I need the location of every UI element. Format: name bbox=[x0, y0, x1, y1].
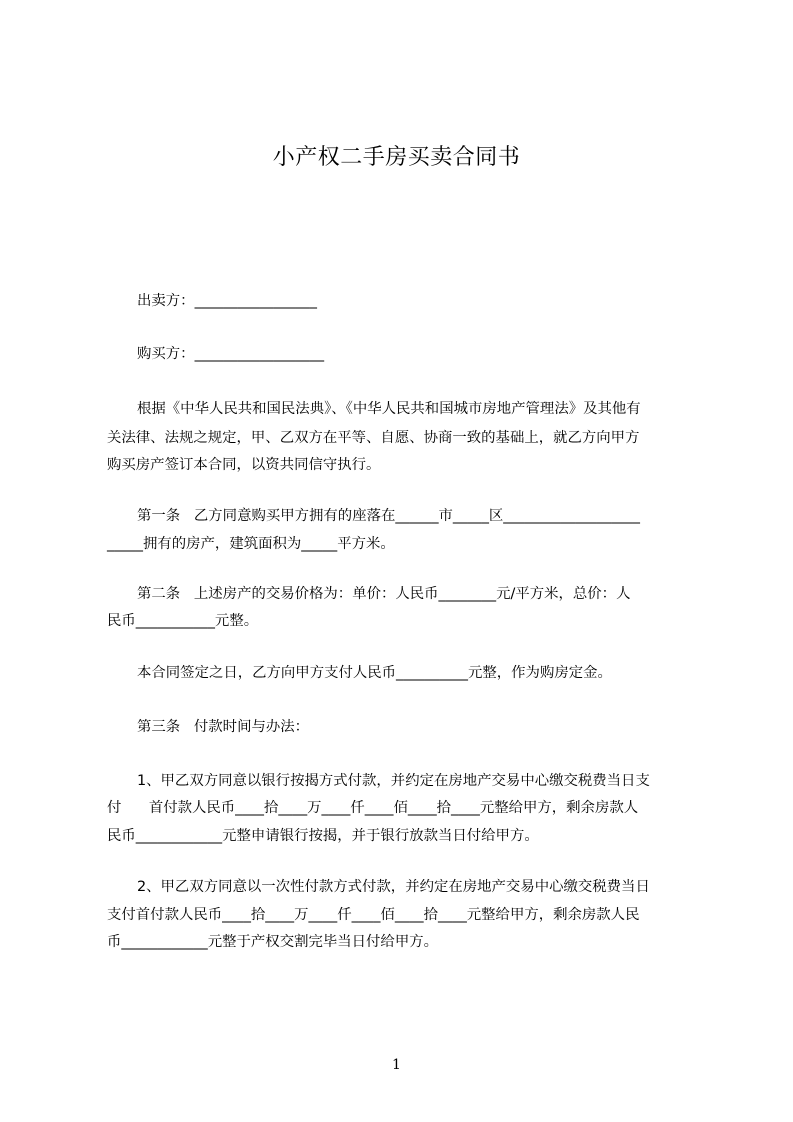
article-3-heading: 第三条 付款时间与办法： bbox=[137, 719, 310, 735]
document-title: 小产权二手房买卖合同书 bbox=[272, 145, 521, 170]
paragraph-line: 支付首付款人民币____拾____万____仟____佰____拾____元整给甲方，剩余房款人民 bbox=[107, 907, 640, 923]
paragraph-line: 币____________元整于产权交割完毕当日付给甲方。 bbox=[107, 934, 438, 950]
seller-line: 出卖方：_________________ bbox=[137, 293, 317, 309]
paragraph-line: 1、甲乙双方同意以银行按揭方式付款，并约定在房地产交易中心缴交税费当日支 bbox=[137, 773, 650, 789]
paragraph-line: 根据《中华人民共和国民法典》、《中华人民共和国城市房地产管理法》及其他有 bbox=[137, 401, 641, 417]
paragraph-line: 第二条 上述房产的交易价格为：单价：人民币________元/平方米，总价：人 bbox=[137, 586, 631, 602]
paragraph-line: 第一条 乙方同意购买甲方拥有的座落在______市_____区___________________ bbox=[137, 508, 641, 524]
paragraph-line: 付 首付款人民币____拾____万____仟____佰____拾____元整给甲方，剩余房款人 bbox=[107, 800, 639, 816]
paragraph-line: 民币____________元整申请银行按揭，并于银行放款当日付给甲方。 bbox=[107, 828, 539, 844]
paragraph-line: 民币___________元整。 bbox=[107, 613, 259, 629]
paragraph-line: 2、甲乙双方同意以一次性付款方式付款，并约定在房地产交易中心缴交税费当日 bbox=[137, 879, 650, 895]
deposit-paragraph: 本合同签定之日，乙方向甲方支付人民币__________元整，作为购房定金。 bbox=[137, 665, 612, 681]
paragraph-line: 购买房产签订本合同，以资共同信守执行。 bbox=[107, 457, 381, 473]
buyer-line: 购买方：__________________ bbox=[137, 346, 325, 362]
page-number: 1 bbox=[392, 1057, 401, 1073]
paragraph-line: 关法律、法规之规定，甲、乙双方在平等、自愿、协商一致的基础上，就乙方向甲方 bbox=[107, 430, 640, 446]
paragraph-line: _____拥有的房产，建筑面积为_____平方米。 bbox=[107, 536, 395, 552]
